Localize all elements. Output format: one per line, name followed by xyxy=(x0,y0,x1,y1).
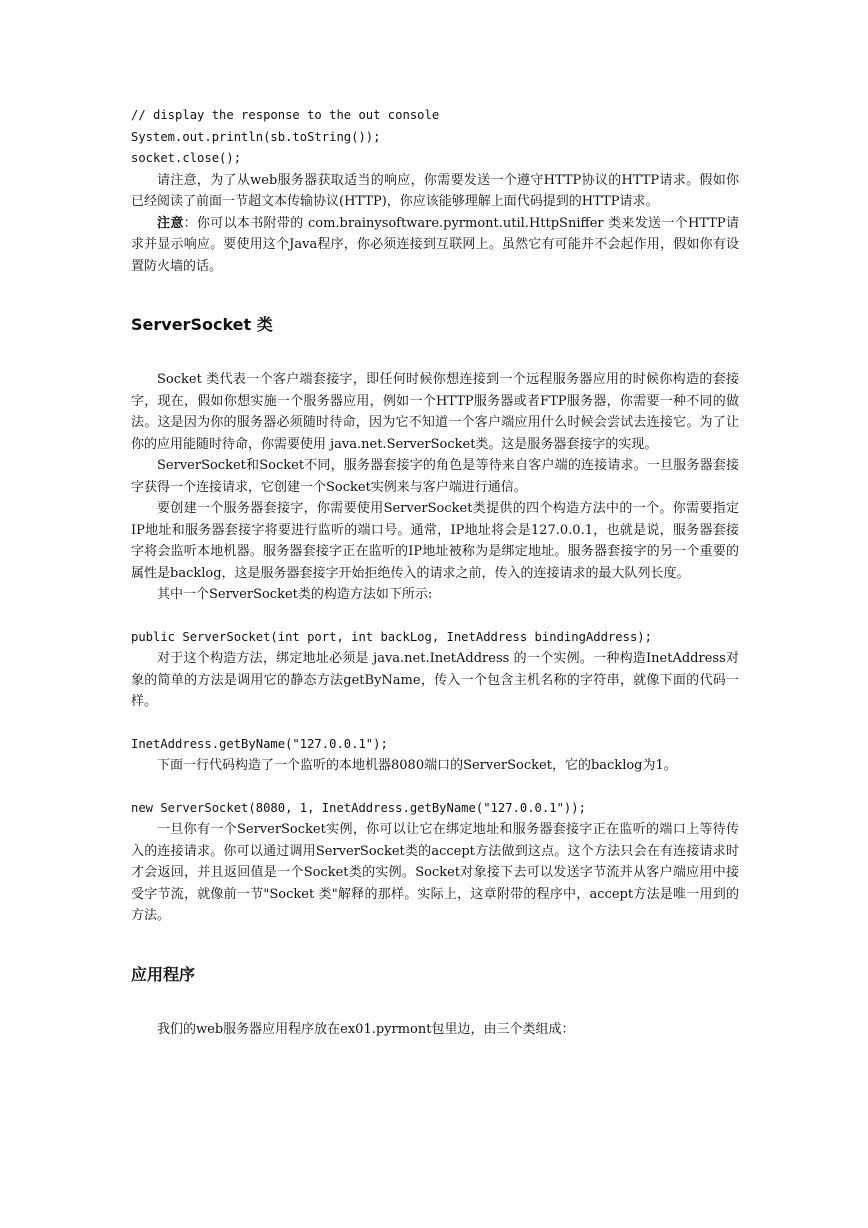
code-block-top xyxy=(131,105,739,170)
code-getbyname: InetAddress.getByName("127.0.0.1"); xyxy=(131,736,388,751)
paragraph-socket-intro: Socket 类代表一个客户端套接字，即任何时候你想连接到一个远程服务器应用的时候你构造的套接字，现在，假如你想实施一个服务器应用，例如一个HTTP服务器或者FTP服务器，你需要一种不同的做法。这是因为你的服务器必须随时待命，因为它不知道一个客户端应用什么时候会尝试去连接它。为了让你的应用能随时待命，你需要使用 java.net.ServerSocket类。这是服务器套接字的实现。 xyxy=(131,372,739,452)
code-new-serversocket: new ServerSocket(8080, 1, InetAddress.getByName("127.0.0.1")); xyxy=(131,800,586,815)
note-text: ：你可以本书附带的 com.brainysoftware.pyrmont.util.HttpSniffer 类来发送一个HTTP请求并显示响应。要使用这个Java程序，你必须连接到互联网上。虽然它有可能并不会起作用，假如你有设置防火墙的话。 xyxy=(131,215,739,274)
section-heading-serversocket: ServerSocket 类 xyxy=(131,315,273,334)
paragraph-create-serversocket: 要创建一个服务器套接字，你需要使用ServerSocket类提供的四个构造方法中的一个。你需要指定IP地址和服务器套接字将要进行监听的端口号。通常，IP地址将会是127.0.0.1，也就是说，服务器套接字将会监听本地机器。服务器套接字正在监听的IP地址被称为是绑定地址。服务器套接字的另一个重要的属性是backlog，这是服务器套接字开始拒绝传入的请求之前，传入的连接请求的最大队列长度。 xyxy=(131,501,739,581)
note-paragraph xyxy=(131,213,739,278)
paragraph-application: 我们的web服务器应用程序放在ex01.pyrmont包里边，由三个类组成： xyxy=(157,1021,575,1037)
document-page xyxy=(131,105,739,1040)
section-heading-application: 应用程序 xyxy=(131,964,196,984)
code-constructor: public ServerSocket(int port, int backLog, InetAddress bindingAddress); xyxy=(131,629,652,644)
intro-paragraph: 请注意，为了从web服务器获取适当的响应，你需要发送一个遵守HTTP协议的HTTP请求。假如你已经阅读了前面一节超文本传输协议(HTTP)，你应该能够理解上面代码提到的HTTP请求。 xyxy=(131,172,739,209)
paragraph-constructor-intro: 其中一个ServerSocket类的构造方法如下所示: xyxy=(157,587,433,602)
paragraph-accept-method: 一旦你有一个ServerSocket实例，你可以让它在绑定地址和服务器套接字正在监听的端口上等待传入的连接请求。你可以通过调用ServerSocket类的accept方法做到这点。这个方法只会在有连接请求时才会返回，并且返回值是一个Socket类的实例。Socket对象接下去可以发送字节流并从客户端应用中接受字节流，就像前一节"Socket 类"解释的那样。实际上，这章附带的程序中，accept方法是唯一用到的方法。 xyxy=(131,822,739,923)
code-line: System.out.println(sb.toString()); xyxy=(131,129,381,144)
paragraph-construct-example: 下面一行代码构造了一个监听的本地机器8080端口的ServerSocket，它的backlog为1。 xyxy=(157,758,677,773)
note-label: 注意 xyxy=(157,215,184,231)
code-line: socket.close(); xyxy=(131,151,242,165)
paragraph-serversocket-role: ServerSocket和Socket不同，服务器套接字的角色是等待来自客户端的连接请求。一旦服务器套接字获得一个连接请求，它创建一个Socket实例来与客户端进行通信。 xyxy=(131,458,739,495)
code-line: // display the response to the out console xyxy=(131,108,440,122)
paragraph-binding-address: 对于这个构造方法，绑定地址必须是 java.net.InetAddress 的一个实例。一种构造InetAddress对象的简单的方法是调用它的静态方法getByName，传入一个包含主机名称的字符串，就像下面的代码一样。 xyxy=(131,651,739,709)
